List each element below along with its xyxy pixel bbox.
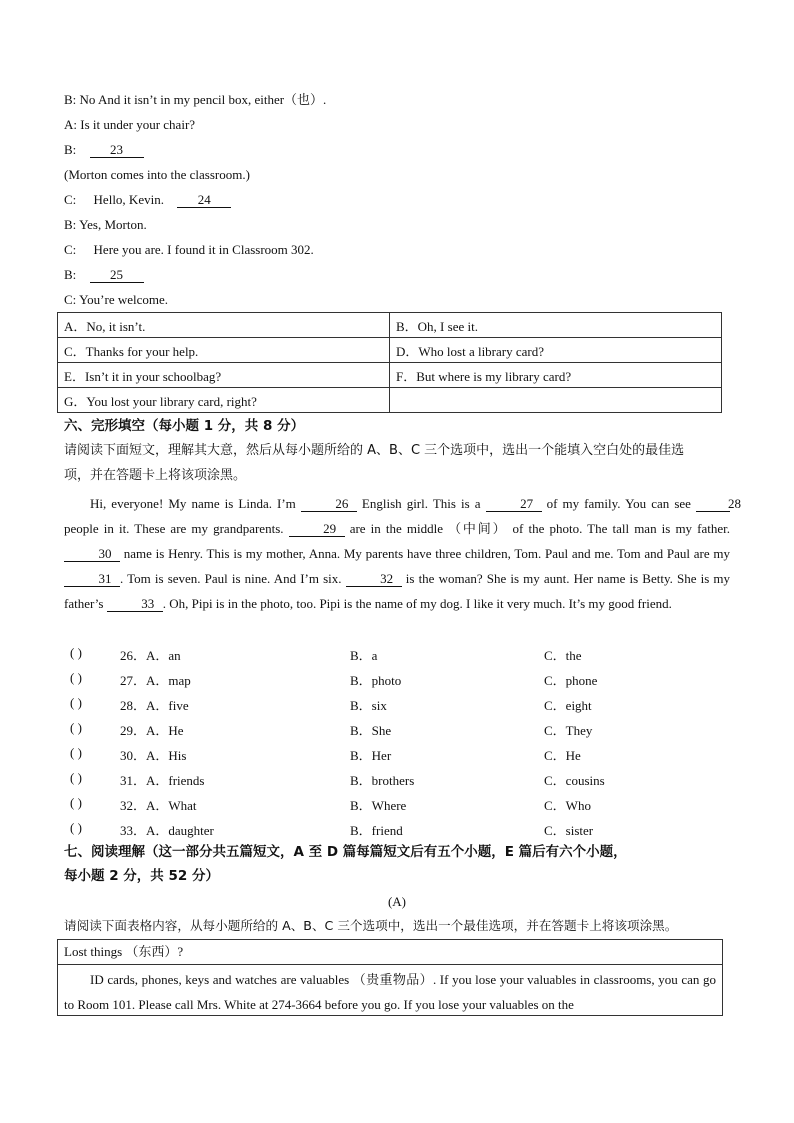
dialogue-text: Hello, Kevin. — [93, 192, 164, 207]
reading-box-header: Lost things （东西）? — [58, 940, 722, 965]
reading-box-text: ID cards, phones, keys and watches are valuables （贵重物品）. If you lose your valuables in classrooms, you can go to Room 101. Please call Mrs. White at 274-3664 before you go. If you lose your valuables on the — [64, 972, 716, 1012]
option-c: C．He — [544, 748, 581, 763]
answer-blank[interactable]: 24 — [177, 193, 231, 208]
cloze-blank[interactable]: 33 — [107, 597, 163, 612]
answer-paren[interactable]: ( ) — [70, 770, 82, 785]
dialogue-line — [64, 292, 168, 308]
speaker: B: — [64, 92, 77, 107]
question-row — [64, 720, 730, 740]
dialogue-text: Here you are. I found it in Classroom 302. — [93, 242, 314, 257]
answer-paren[interactable]: ( ) — [70, 695, 82, 710]
speaker: A: — [64, 117, 77, 132]
section-seven-title: 每小题 2 分，共 52 分） — [64, 868, 219, 884]
dialogue-text: (Morton comes into the classroom.) — [64, 167, 250, 182]
dialogue-text: You’re welcome. — [79, 292, 169, 307]
table-row — [58, 313, 722, 338]
answer-paren[interactable]: ( ) — [70, 820, 82, 835]
speaker: C: — [64, 242, 77, 257]
section-six-instruction: 请阅读下面短文，理解其大意，然后从每小题所给的 A、B、C 三个选项中，选出一个能填入空白处的最佳选 — [64, 443, 685, 458]
cloze-blank[interactable]: 31 — [64, 572, 120, 587]
option-cell: D．Who lost a library card? — [390, 338, 722, 363]
dialogue-line — [64, 192, 231, 208]
speaker: C: — [64, 192, 77, 207]
passage-label: (A) — [387, 894, 407, 909]
option-b: B．She — [350, 723, 392, 738]
option-cell: E．Isn’t it in your schoolbag? — [58, 363, 390, 388]
section-seven-instruction: 请阅读下面表格内容，从每小题所给的 A、B、C 三个选项中，选出一个最佳选项，并在答题卡上将该项涂黑。 — [64, 918, 678, 933]
passage-text: . Tom is seven. Paul is nine. And I’m six. — [120, 571, 346, 586]
option-a: 29．A．He — [120, 723, 184, 738]
cloze-blank[interactable]: 27 — [486, 497, 542, 512]
option-a: 26．A．an — [120, 648, 181, 663]
option-cell: C．Thanks for your help. — [58, 338, 390, 363]
question-row — [64, 670, 730, 690]
speaker: B: — [64, 217, 77, 232]
dialogue-line — [64, 92, 326, 108]
section-six-title: 六、完形填空（每小题 1 分，共 8 分） — [64, 418, 305, 434]
option-a: 27．A．map — [120, 673, 191, 688]
option-c: C．sister — [544, 823, 594, 838]
passage-text: name is Henry. This is my mother, Anna. My parents have three children, Tom. Paul and me. Tom and Paul are my — [120, 546, 730, 561]
dialogue-text: Yes, Morton. — [79, 217, 147, 232]
dialogue-line — [64, 117, 195, 133]
option-b: B．photo — [350, 673, 402, 688]
dialogue-line — [64, 167, 250, 183]
option-cell: B．Oh, I see it. — [390, 313, 722, 338]
cloze-blank[interactable]: 30 — [64, 547, 120, 562]
cloze-blank[interactable]: 29 — [289, 522, 345, 537]
section-seven-title: 七、阅读理解（这一部分共五篇短文，A 至 D 篇每篇短文后有五个小题，E 篇后有六个小题， — [64, 844, 627, 860]
option-c: C．cousins — [544, 773, 605, 788]
question-row — [64, 795, 730, 815]
question-row — [64, 645, 730, 665]
question-row — [64, 745, 730, 765]
option-cell: F．But where is my library card? — [390, 363, 722, 388]
dialogue-line — [64, 267, 144, 283]
option-b: B．a — [350, 648, 378, 663]
passage-text: English girl. This is a — [356, 496, 486, 511]
reading-box — [57, 939, 723, 1016]
passage-text: is the woman? She is my aunt. Her name is Betty. She is my father’s — [64, 571, 730, 611]
table-row — [58, 388, 722, 413]
option-a: 30．A．His — [120, 748, 187, 763]
option-a: 33．A．daughter — [120, 823, 214, 838]
options-table — [57, 312, 722, 413]
option-cell — [390, 388, 722, 413]
option-a: 28．A．five — [120, 698, 189, 713]
dialogue-text: No And it isn’t in my pencil box, either（也）. — [79, 92, 327, 107]
option-c: C．They — [544, 723, 593, 738]
dialogue-line — [64, 217, 147, 233]
option-c: C．eight — [544, 698, 592, 713]
option-c: C．phone — [544, 673, 598, 688]
table-row — [58, 363, 722, 388]
option-cell: A．No, it isn’t. — [58, 313, 390, 338]
dialogue-line — [64, 142, 144, 158]
speaker: B: — [64, 267, 77, 282]
cloze-blank[interactable]: 26 — [301, 497, 357, 512]
dialogue-line — [64, 242, 314, 258]
question-row — [64, 770, 730, 790]
option-b: B．brothers — [350, 773, 415, 788]
dialogue-text: Is it under your chair? — [80, 117, 196, 132]
cloze-blank[interactable]: 28 — [696, 497, 730, 512]
option-c: C．the — [544, 648, 582, 663]
cloze-blank[interactable]: 32 — [346, 572, 402, 587]
option-b: B．six — [350, 698, 387, 713]
option-b: B．Where — [350, 798, 407, 813]
option-b: B．Her — [350, 748, 392, 763]
section-six-instruction: 项，并在答题卡上将该项涂黑。 — [64, 468, 247, 483]
passage-text: people in it. These are my grandparents. — [64, 521, 289, 536]
speaker: B: — [64, 142, 77, 157]
passage-text: of my family. You can see — [541, 496, 696, 511]
table-row — [58, 338, 722, 363]
option-a: 31．A．friends — [120, 773, 205, 788]
speaker: C: — [64, 292, 77, 307]
answer-blank[interactable]: 25 — [90, 268, 144, 283]
answer-paren[interactable]: ( ) — [70, 795, 82, 810]
answer-paren[interactable]: ( ) — [70, 645, 82, 660]
answer-paren[interactable]: ( ) — [70, 745, 82, 760]
option-b: B．friend — [350, 823, 403, 838]
answer-paren[interactable]: ( ) — [70, 720, 82, 735]
cloze-passage — [64, 491, 741, 616]
passage-text: . Oh, Pipi is in the photo, too. Pipi is the name of my dog. I like it very much. It’s my good friend. — [162, 596, 672, 611]
answer-paren[interactable]: ( ) — [70, 670, 82, 685]
passage-text: Hi, everyone! My name is Linda. I’m — [90, 496, 301, 511]
question-row — [64, 695, 730, 715]
answer-blank[interactable]: 23 — [90, 143, 144, 158]
option-a: 32．A．What — [120, 798, 197, 813]
question-row — [64, 820, 730, 840]
option-cell: G．You lost your library card, right? — [58, 388, 390, 413]
passage-text: are in the middle （中间） of the photo. The tall man is my father. — [344, 521, 730, 536]
option-c: C．Who — [544, 798, 591, 813]
